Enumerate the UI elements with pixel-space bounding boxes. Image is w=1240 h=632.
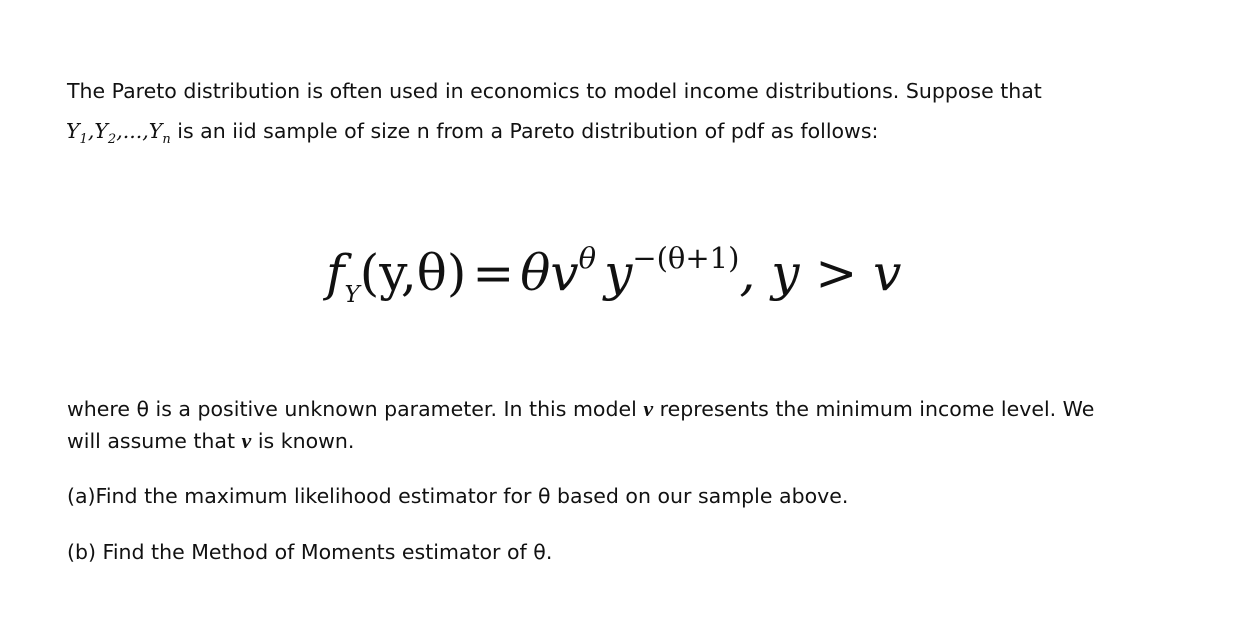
sample-ellipsis: ..., [122, 119, 149, 143]
sample-var-y2: Y [94, 119, 108, 143]
intro-line-2 [66, 118, 878, 153]
where-line [67, 396, 1094, 422]
sample-sub-2: 2 [107, 132, 117, 147]
question-b: (b) Find the Method of Moments estimator of θ. [67, 540, 553, 564]
sample-description: is an iid sample of size n from a Pareto distribution of pdf as follows: [177, 119, 879, 143]
question-a: (a)Find the maximum likelihood estimator for θ based on our sample above. [67, 484, 849, 508]
sample-sep-1: , [87, 119, 95, 143]
sample-var-yn: Y [148, 119, 163, 143]
assume-text-2: is known. [257, 429, 355, 453]
where-text-1: where θ is a positive unknown parameter. In this model [67, 397, 637, 421]
formula-y: y [604, 244, 633, 302]
formula-args: (y,θ) [359, 244, 467, 302]
assume-line [67, 428, 354, 454]
v-symbol-2: v [241, 428, 252, 453]
sample-var-y1: Y [66, 119, 80, 143]
formula-f: f [326, 244, 345, 302]
assume-text-1: will assume that [67, 429, 236, 453]
formula-theta-exponent: θ [578, 241, 597, 275]
intro-line-1: The Pareto distribution is often used in economics to model income distributions. Suppose that [67, 79, 1042, 103]
formula-theta-v: θv [520, 244, 579, 302]
where-text-2: represents the minimum income level. We [659, 397, 1095, 421]
pareto-pdf-formula [326, 228, 901, 325]
v-symbol: v [643, 396, 654, 421]
formula-f-subscript: Y [344, 282, 360, 308]
sample-sub-n: n [162, 132, 171, 147]
sample-sep-2: , [116, 119, 123, 143]
formula-condition: , y > v [739, 244, 902, 302]
sample-variables [66, 119, 171, 147]
sample-sub-1: 1 [79, 132, 88, 147]
formula-y-exponent: −(θ+1) [632, 241, 740, 275]
formula-equals: = [472, 244, 515, 302]
